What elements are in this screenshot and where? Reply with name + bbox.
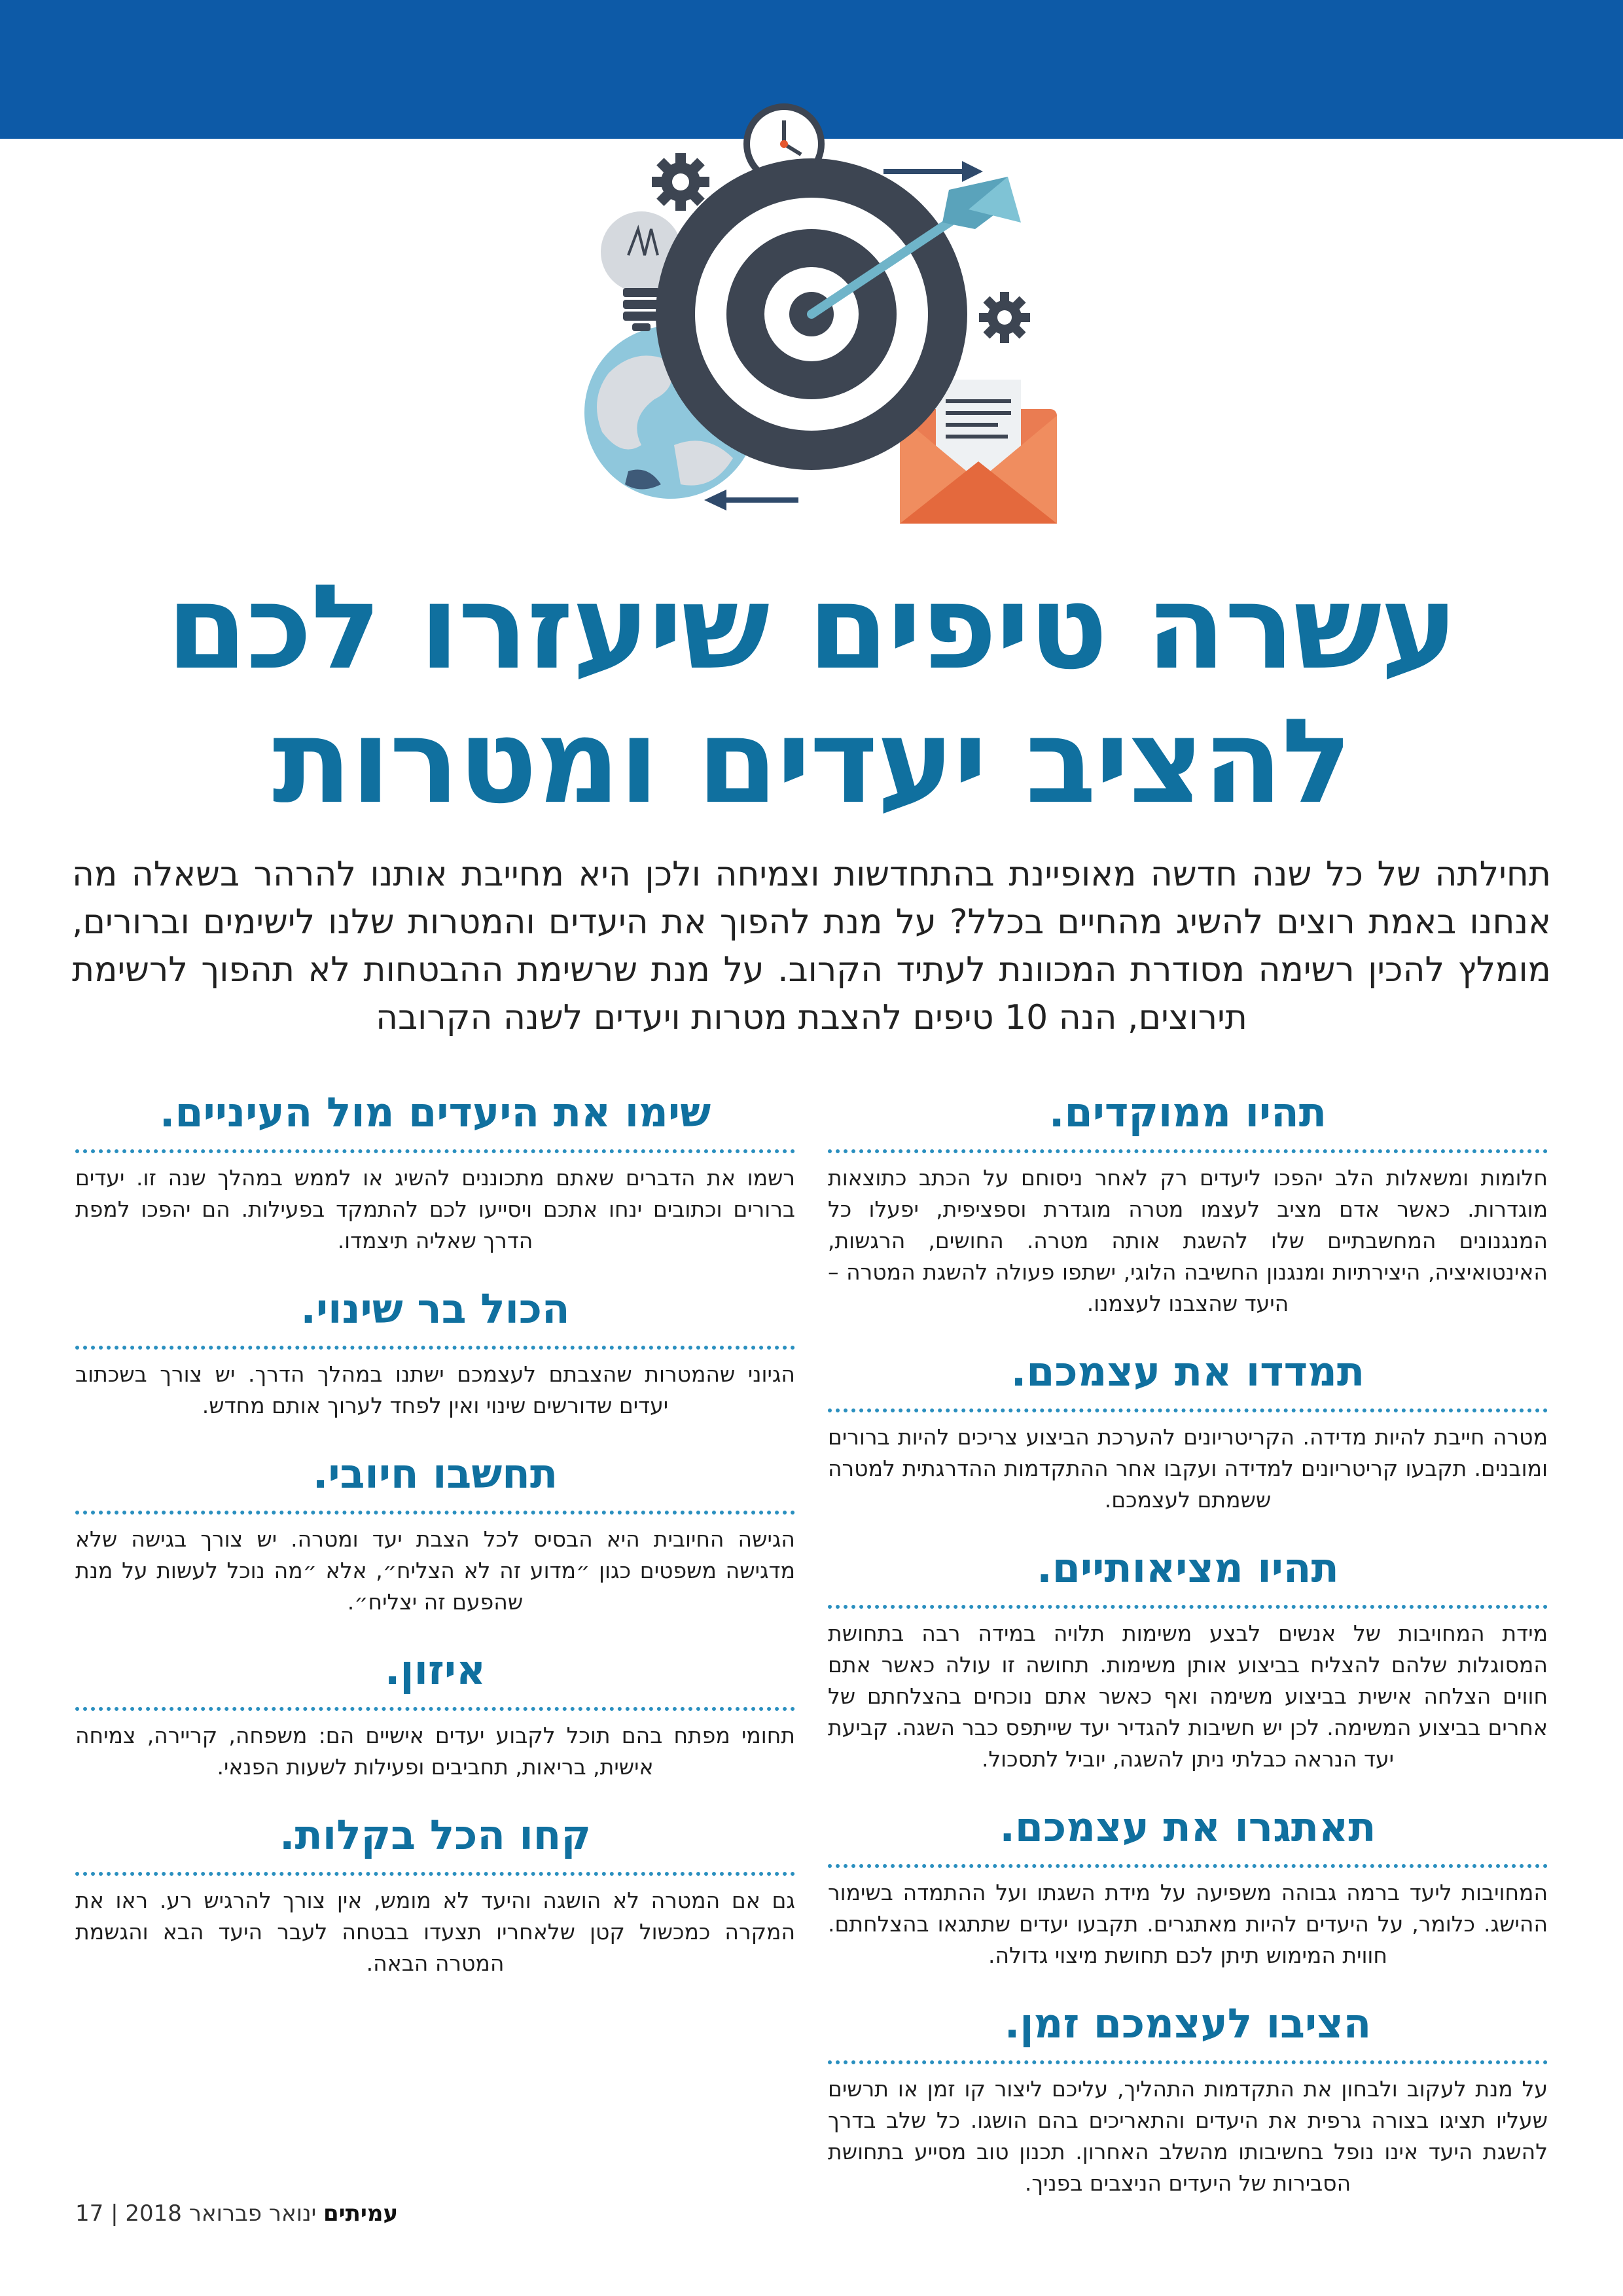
tip-heading: תמדדו את עצמכם.: [828, 1346, 1548, 1412]
tip-heading: הכול בר שינוי.: [75, 1283, 795, 1350]
tip-section: [75, 1086, 795, 1257]
title-line-2: להציב יעדים ומטרות: [272, 694, 1351, 829]
tip-heading: תהיו מציאותיים.: [828, 1542, 1548, 1609]
tip-body: חלומות ומשאלות הלב יהפכו ליעדים רק לאחר ניסוחם על הכתב כתוצאות מוגדרות. כאשר אדם מציב לעצמו מטרה מוגדרת וספציפית, יפעלו כל המנגנונים המחשבתיים שלו להשגת אותה מטרה. החושים, הרגשות, האינטואיציה, היצירתיות ומנגנון החשיבה הלוגי, ישתפו פעולה להשגת המטרה – היעד שהצבנו לעצמנו.: [828, 1165, 1548, 1316]
left-column: [75, 1086, 795, 2005]
arrow-icon: [883, 161, 983, 182]
tip-body: הגישה החיובית היא הבסיס לכל הצבת יעד ומטרה. יש צורך בגישה שלא מדגישה משפטים כגון ״מדוע זה לא הצליח״, אלא ״מה נוכל לעשות על מנת שהפעם זה יצליח״.: [75, 1526, 795, 1615]
footer-separator: |: [111, 2200, 118, 2227]
tip-heading: תחשבו חיובי.: [75, 1448, 795, 1515]
intro-paragraph: תחילתה של כל שנה חדשה מאופיינת בהתחדשות וצמיחה ולכן היא מחייבת אותנו להרהר בשאלה מה אנחנו באמת רוצים להשיג מהחיים בכלל? על מנת להפוך את היעדים והמטרות שלנו לישימים וברורים, מומלץ להכין רשימה מסודרת המכוונת לעתיד הקרוב. על מנת שרשימת ההבטחות לא תהפוך לרשימת תירוצים, הנה 10 טיפים להצבת מטרות ויעדים לשנה הקרובה: [72, 855, 1551, 1037]
tip-body: גם אם המטרה לא הושגה והיעד לא מומש, אין צורך להרגיש רע. ראו את המקרה כמכשול קטן שלאחריו תצעדו בבטחה לעבר היעד הבא והגשמת המטרה הבאה.: [75, 1888, 795, 1976]
tip-section: [75, 1283, 795, 1422]
tip-heading: תאתגרו את עצמכם.: [828, 1801, 1548, 1868]
tip-body: רשמו את הדברים שאתם מתכוננים להשיג או לממש במהלך שנה זו. יעדים ברורים וכתובים ינחו אתכם ויסייעו לכם להתמקד בפעילות. הם יהפכו למפת הדרך שאליה תיצמדו.: [75, 1165, 795, 1253]
tip-heading: איזון.: [75, 1644, 795, 1711]
tip-section: [75, 1448, 795, 1618]
magazine-name: עמיתים: [323, 2200, 399, 2227]
arrow-icon: [704, 490, 798, 511]
page-footer: [75, 2200, 398, 2227]
tip-heading: הציבו לעצמכם זמן.: [828, 1998, 1548, 2064]
tip-heading: תהיו ממוקדים.: [828, 1086, 1548, 1153]
tip-section: [828, 1086, 1548, 1319]
tip-section: [828, 1801, 1548, 1971]
gear-icon: [652, 153, 709, 211]
tip-heading: קחו הכל בקלות.: [75, 1809, 795, 1876]
tip-body: מידת המחויבות של אנשים לבצע משימות תלויה במידה רבה בתחושת המסוגלות שלהם להצליח בביצוע אותן משימות. תחושה זו עולה כאשר אתם חווים הצלחה אישית בביצוע משימה ואף כאשר אתם נוכחים בהצלחתם של אחרים בביצוע המשימה. לכן יש חשיבות להגדיר יעד שייתפס כבר השגה. קביעת יעד הנראה כבלתי ניתן להשגה, יוביל לתסכול.: [828, 1621, 1548, 1772]
tip-section: [828, 1346, 1548, 1516]
issue-date: ינואר פברואר 2018: [125, 2200, 317, 2227]
tip-body: על מנת לעקוב ולבחון את התקדמות התהליך, עליכם ליצור קו זמן או תרשים שעליו תציגו בצורה גרפית את היעדים והתאריכים בהם הושגו. כל שלב בדרך להשגת היעד אינו נופל בחשיבותו מהשלב האחרון. תכנון טוב מסייע בתחושת הסבירות של היעדים הניצבים בפניך.: [828, 2076, 1548, 2196]
title-line-1: עשרה טיפים שיעזרו לכם: [166, 560, 1457, 695]
tip-heading: שימו את היעדים מול העיניים.: [75, 1086, 795, 1153]
header-illustration: [550, 92, 1073, 537]
tip-body: הגיוני שהמטרות שהצבתם לעצמכם ישתנו במהלך הדרך. יש צורך בשכתוב יעדים שדורשים שינוי ואין לפחד לערוך אותם מחדש.: [75, 1361, 795, 1418]
tip-section: [828, 1542, 1548, 1775]
right-column: [828, 1086, 1548, 2225]
tip-section: [75, 1644, 795, 1783]
tip-section: [828, 1998, 1548, 2199]
tip-body: תחומי מפתח בהם תוכל לקבוע יעדים אישיים הם: משפחה, קריירה, צמיחה אישית, בריאות, תחביבים ופעילות לשעות הפנאי.: [75, 1723, 795, 1780]
tip-body: המחויבות ליעד ברמה גבוהה משפיעה על מידת השגתו ועל ההתמדה בשימור ההישג. כלומר, על היעדים להיות מאתגרים. תקבעו יעדים שתתגאו בהצלחתם. חווית המימוש תיתן לכם תחושת מיצוי גדולה.: [828, 1880, 1548, 1968]
page-number: 17: [75, 2200, 104, 2227]
tip-body: מטרה חייבת להיות מדידה. הקריטריונים להערכת הביצוע צריכים להיות ברורים ומובנים. תקבעו קריטריונים למדידה ועקבו אחר ההתקדמות ההדרגתית למטרה ששמתם לעצמכם.: [828, 1424, 1548, 1513]
tip-section: [75, 1809, 795, 1979]
gear-icon: [979, 292, 1030, 343]
